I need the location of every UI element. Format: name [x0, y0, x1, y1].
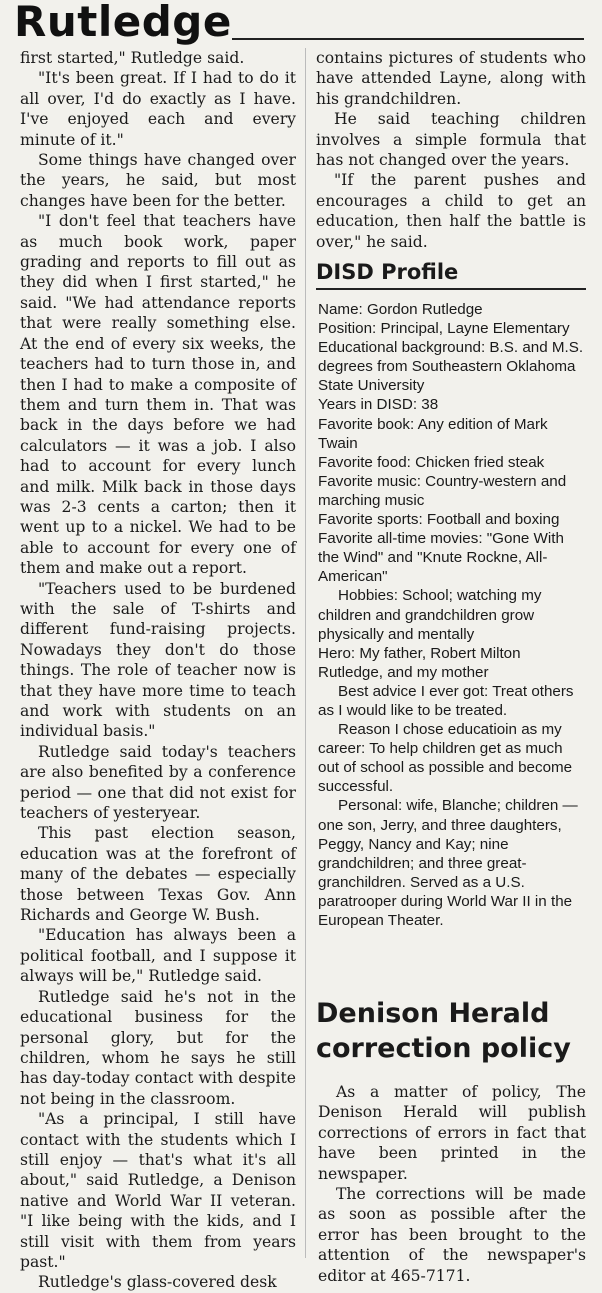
profile-row: Educational background: B.S. and M.S. degrees from Southeastern Oklahoma State University	[318, 339, 584, 395]
profile-row: Favorite sports: Football and boxing	[318, 511, 560, 529]
paragraph: "Education has always been a political football, and I suppose it always will be," Rutledge said.	[20, 926, 296, 986]
paragraph: "Teachers used to be burdened with the sale of T-shirts and different fund-raising projects. Nowadays they don't do those things. The role of teacher now is that they have more time to teach and work with students on an individual basis."	[20, 579, 296, 741]
profile-row: Favorite food: Chicken fried steak	[318, 453, 545, 471]
paragraph: "I don't feel that teachers have as much book work, paper grading and reports to fill out as they did when I first started," he said. "We had attendance reports that were really something else. At the end of every six weeks, the teachers had to turn those in, and then I had to make a composite of them and turn them in. That was back in the days before we had calculators — it was a job. I also had to account for every lunch and milk. Milk back in those days was 2-3 cents a carton; then it went up to a nickel. We had to be able to account for every one of them and make out a report.	[20, 212, 296, 578]
headline: Rutledge	[14, 0, 232, 46]
profile-row: Hobbies: School; watching my children and grandchildren grow physically and mentally	[318, 587, 542, 643]
paragraph: contains pictures of students who have attended Layne, along with his grandchildren.	[316, 49, 586, 108]
paragraph: Some things have changed over the years, he said, but most changes have been for the better.	[20, 151, 296, 210]
column-divider	[305, 48, 306, 1258]
profile-row: Hero: My father, Robert Milton Rutledge, and my mother	[318, 644, 521, 681]
headline-rule	[232, 38, 584, 40]
paragraph: The corrections will be made as soon as possible after the error has been brought to the attention of the newspaper's editor at 465-7171.	[318, 1185, 586, 1285]
profile-row: Best advice I ever got: Treat others as I would like to be treated.	[318, 682, 574, 719]
policy-box	[318, 1082, 586, 1286]
paragraph: "If the parent pushes and encourages a child to get an education, then half the battle is over," he said.	[316, 171, 586, 251]
paragraph: Rutledge's glass-covered desk	[38, 1273, 277, 1292]
paragraph: Rutledge said today's teachers are also benefited by a conference period — one that did not exist for teachers of yesteryear.	[20, 742, 296, 823]
profile-title: DISD Profile	[316, 258, 586, 290]
left-column	[20, 48, 296, 1293]
profile-row: Favorite book: Any edition of Mark Twain	[318, 415, 548, 452]
paragraph: As a matter of policy, The Denison Herald will publish corrections of errors in fact that have been printed in the newspaper.	[318, 1083, 586, 1183]
paragraph: "As a principal, I still have contact with the students which I still enjoy — that's what it's all about," said Rutledge, a Denison native and World War II veteran. "I like being with the kids, and I still visit with them from years past."	[20, 1110, 296, 1271]
profile-row: Years in DISD: 38	[318, 396, 439, 414]
profile-row: Name: Gordon Rutledge	[318, 301, 483, 318]
profile-row: Reason I chose educatioin as my career: To help children get as much out of school as possible and become successful.	[318, 721, 573, 796]
paragraph: This past election season, education was at the forefront of many of the debates — especially those between Texas Gov. Ann Richards and George W. Bush.	[20, 824, 296, 925]
profile-row: Personal: wife, Blanche; children — one son, Jerry, and three daughters, Peggy, Nancy and Kay; nine grandchildren; and three great-granchildren. Served as a U.S. paratrooper during World War II in the European Theater.	[318, 797, 578, 929]
profile-row: Favorite music: Country-western and marching music	[318, 472, 567, 509]
policy-title: Denison Herald correction policy	[316, 998, 571, 1064]
paragraph: "It's been great. If I had to do it all over, I'd do exactly as I have. I've enjoyed each and every minute of it."	[20, 69, 296, 149]
profile-row: Favorite all-time movies: "Gone With the Wind" and "Knute Rockne, All-American"	[318, 530, 564, 586]
profile-row: Position: Principal, Layne Elementary	[318, 320, 570, 338]
right-column	[316, 48, 586, 252]
paragraph: He said teaching children involves a simple formula that has not changed over the years.	[316, 110, 586, 170]
profile-box	[318, 300, 586, 930]
paragraph: first started," Rutledge said.	[20, 49, 245, 67]
paragraph: Rutledge said he's not in the educational business for the personal glory, but for the children, whom he says he still has day-today contact with despite not being in the classroom.	[20, 987, 296, 1108]
